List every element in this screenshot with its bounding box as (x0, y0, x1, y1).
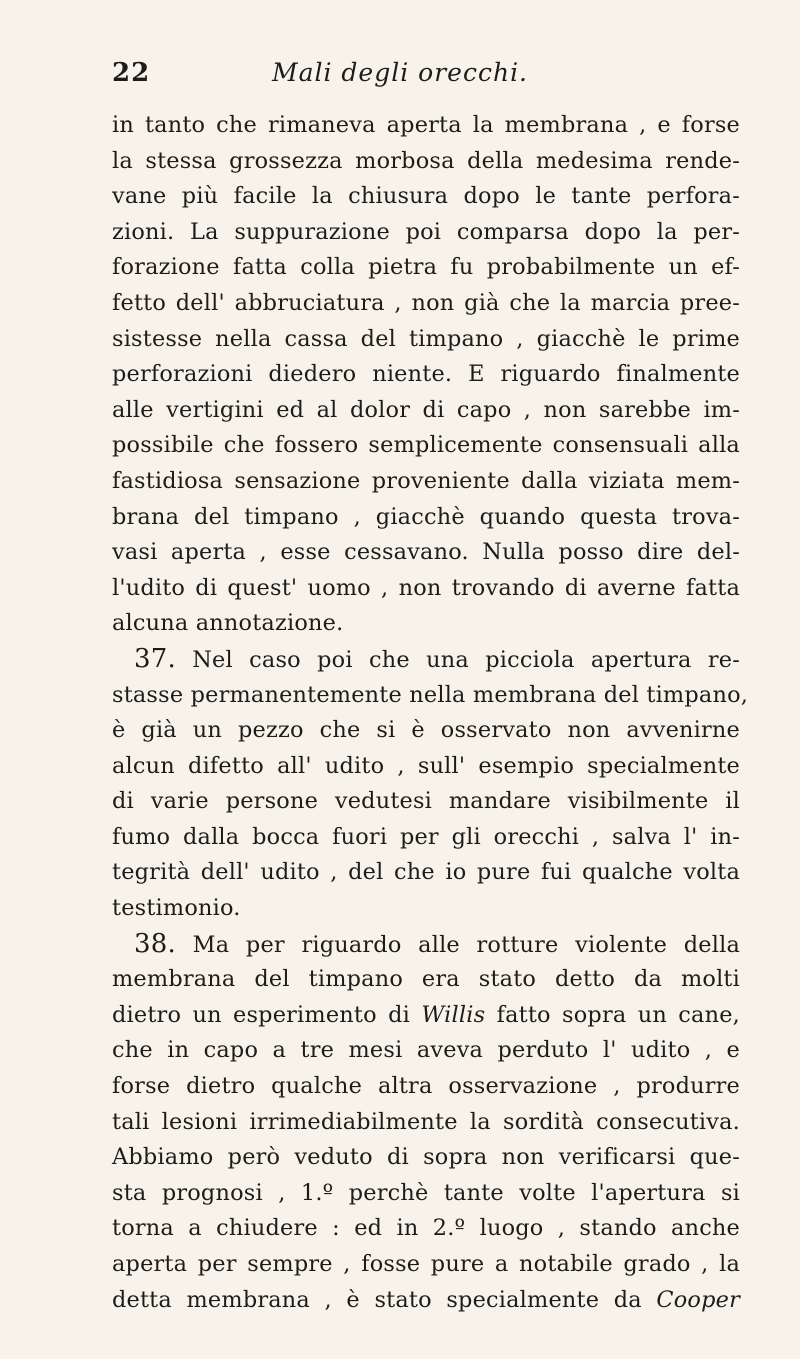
line-text: membrana del timpano era stato detto da molti (112, 966, 740, 993)
author-name: Willis (421, 1001, 486, 1028)
text-line (112, 927, 740, 963)
text-line (112, 215, 740, 251)
body-text (112, 108, 749, 1318)
text-line (112, 108, 740, 144)
text-line (112, 678, 749, 714)
text-line (112, 535, 740, 571)
line-text: sistesse nella cassa del timpano , giacchè le prime (112, 325, 740, 352)
line-text: perforazioni diedero niente. E riguardo finalmente (112, 361, 740, 388)
text-line (112, 1247, 740, 1283)
text-line (112, 606, 740, 642)
line-text: è già un pezzo che si è osservato non avvenirne (112, 717, 740, 744)
text-line (112, 891, 740, 927)
line-text: Ma per riguardo alle rotture violente della (175, 931, 740, 958)
line-text: in tanto che rimaneva aperta la membrana , e forse (112, 112, 740, 138)
text-line (112, 286, 740, 322)
paragraph-number: 37. (134, 643, 176, 674)
line-text: detta membrana , è stato specialmente da (112, 1286, 657, 1313)
text-line (112, 144, 740, 180)
line-text: forse dietro qualche altra osservazione , produrre (112, 1073, 740, 1100)
line-text: forazione fatta colla pietra fu probabilmente un ef- (112, 254, 740, 281)
line-text: fastidiosa sensazione proveniente dalla viziata mem- (112, 467, 740, 494)
text-line (112, 1283, 740, 1319)
line-text: brana del timpano , giacchè quando questa trova- (112, 503, 740, 530)
line-text: possibile che fossero semplicemente consensuali alla (112, 432, 740, 459)
line-text: vasi aperta , esse cessavano. Nulla posso dire del- (112, 539, 740, 566)
line-text: fatto sopra un cane, (485, 1001, 740, 1028)
text-line (112, 1211, 740, 1247)
text-line (112, 855, 740, 891)
text-line (112, 998, 740, 1034)
text-line (112, 820, 740, 856)
text-line (112, 250, 740, 286)
line-text: Abbiamo però veduto di sopra non verificarsi que- (112, 1144, 740, 1171)
text-line (112, 1105, 740, 1141)
text-line (112, 713, 740, 749)
line-text: dietro un esperimento di (112, 1001, 422, 1028)
text-line (112, 428, 740, 464)
text-line (112, 1069, 740, 1105)
line-text: fetto dell' abbruciatura , non già che la marcia pree- (112, 289, 740, 316)
line-text: zioni. La suppurazione poi comparsa dopo la per- (112, 218, 740, 245)
line-text: torna a chiudere : ed in 2.º luogo , stando anche (112, 1215, 740, 1242)
text-line (112, 1033, 740, 1069)
line-text: l'udito di quest' uomo , non trovando di averne fatta (112, 574, 740, 601)
paragraph-number: 38. (134, 928, 176, 959)
page-number: 22 (112, 58, 151, 88)
text-line (112, 393, 740, 429)
page-header (0, 58, 800, 98)
text-line (112, 962, 740, 998)
line-text: vane più facile la chiusura dopo le tante perfora- (112, 183, 740, 210)
line-text: Nel caso poi che una picciola apertura re- (175, 646, 740, 673)
line-text: alle vertigini ed al dolor di capo , non sarebbe im- (112, 396, 740, 423)
line-text: la stessa grossezza morbosa della medesima rende- (112, 147, 740, 174)
running-title: Mali degli orecchi. (271, 58, 529, 87)
text-line (112, 357, 740, 393)
line-text: testimonio. (112, 895, 241, 922)
line-text: alcuna annotazione. (112, 610, 344, 637)
line-text: tali lesioni irrimediabilmente la sordità consecutiva. (112, 1108, 740, 1135)
text-line (112, 464, 740, 500)
text-line (112, 642, 740, 678)
line-text: che in capo a tre mesi aveva perduto l' udito , e (112, 1037, 740, 1064)
text-line (112, 571, 740, 607)
text-line (112, 784, 740, 820)
text-line (112, 179, 740, 215)
text-line (112, 1140, 740, 1176)
line-text: tegrità dell' udito , del che io pure fui qualche volta (112, 859, 740, 886)
author-name: Cooper (656, 1286, 740, 1313)
text-line (112, 1176, 740, 1212)
text-line (112, 749, 740, 785)
line-text: fumo dalla bocca fuori per gli orecchi , salva l' in- (112, 823, 740, 850)
line-text: stasse permanentemente nella membrana del timpano, (112, 681, 749, 708)
line-text: aperta per sempre , fosse pure a notabile grado , la (112, 1251, 740, 1277)
line-text: alcun difetto all' udito , sull' esempio specialmente (112, 752, 740, 779)
text-line (112, 500, 740, 536)
text-line (112, 322, 740, 358)
line-text: di varie persone vedutesi mandare visibilmente il (112, 788, 740, 815)
line-text: sta prognosi , 1.º perchè tante volte l'apertura si (112, 1179, 740, 1206)
